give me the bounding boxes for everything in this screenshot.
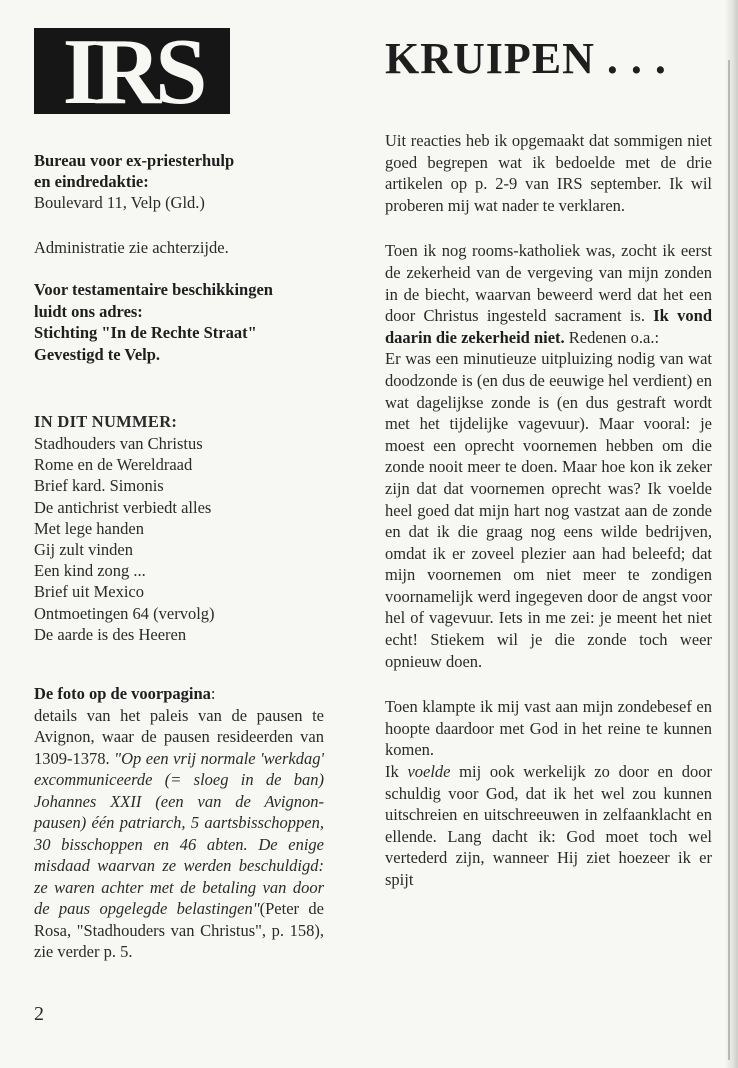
bureau-address: Boulevard 11, Velp (Gld.) xyxy=(34,193,205,212)
cover-photo-source: (Peter de Rosa, "Stadhouders van Christus", p. 158), zie verder p. 5. xyxy=(34,899,324,962)
cover-photo-intro: details van het paleis van de pausen te Avignon, waar de pausen resideerden van 1309-1378. xyxy=(34,705,324,768)
contents-item: Een kind zong ... xyxy=(34,561,146,581)
contents-block xyxy=(34,411,324,645)
cover-photo-colon: : xyxy=(210,684,216,704)
contents-item: Stadhouders van Christus xyxy=(34,434,203,453)
contents-item: Gij zult vinden xyxy=(34,540,133,560)
irs-logo xyxy=(34,28,230,114)
article-title: KRUIPEN . . . xyxy=(385,34,667,83)
bureau-block xyxy=(34,150,324,213)
page-number: 2 xyxy=(34,1003,44,1025)
article-column xyxy=(385,28,712,891)
article-paragraph-5-text: mij ook werkelijk zo door en door schuldig voor God, dat ik het wel zou kunnen uitschreien en uitschreeuwen in zelfaanklacht en ellende. Lang dacht ik: God moet toch wel vertederd zijn, wanneer Hij ziet hoezeer ik er spijt xyxy=(385,762,712,889)
irs-logo-text: IRS xyxy=(62,28,202,114)
article-paragraph-5-start: Ik xyxy=(385,762,408,782)
cover-photo-heading: De foto op de voorpagina xyxy=(34,684,211,704)
testament-line-4: Gevestigd te Velp. xyxy=(34,344,161,364)
contents-item: De antichrist verbiedt alles xyxy=(34,497,212,517)
testament-line-3: Stichting "In de Rechte Straat" xyxy=(34,323,257,342)
article-paragraph-2-emphasis: Ik vond daarin die zekerheid niet. xyxy=(385,306,713,347)
article-paragraph-3: Er was een minutieuze uitpluizing nodig van wat doodzonde is (en dus de eeuwige hel verdient) en wat dagelijkse zonde is (en dus gestraft wordt met het tijdelijke vagevuur). Maar vooral: je moest een oprecht voornemen hebben om die zonde nooit meer te doen. Maar hoe kon ik zeker zijn dat dat voornemen oprecht was? Ik voelde heel goed dat mijn hart nog vastzat aan de zonde en dat ik die graag nog eens wilde bedrijven, omdat ik er zoveel plezier aan had beleefd; dat mijn voornemen om niet meer te zondigen voornamelijk werd ingegeven door de angst voor hel of vagevuur. Iets in me zei: je meent het niet echt! Stiekem wil je die zonde toch weer opnieuw doen. xyxy=(385,349,712,671)
contents-item: De aarde is des Heeren xyxy=(34,624,187,644)
contents-item: Ontmoetingen 64 (vervolg) xyxy=(34,603,215,623)
page-edge-shadow xyxy=(724,0,738,1068)
article-paragraph-2 xyxy=(385,240,712,348)
article-paragraph-4: Toen klampte ik mij vast aan mijn zondebesef en hoopte daardoor met God in het reine te kunnen komen. xyxy=(385,697,712,760)
contents-item: Met lege handen xyxy=(34,518,144,538)
article-paragraph-1: Uit reacties heb ik opgemaakt dat sommigen niet goed begrepen wat ik bedoelde met de drie artikelen op p. 2-9 van IRS september. Ik wil proberen mij wat nader te verklaren. xyxy=(385,131,712,215)
cover-photo-text xyxy=(34,683,324,963)
contents-heading: IN DIT NUMMER: xyxy=(34,412,178,431)
bureau-line-1: Bureau voor ex-priesterhulp xyxy=(34,151,235,170)
article-paragraph-2-end: Redenen o.a.: xyxy=(564,327,660,347)
page-edge-line xyxy=(728,60,730,1060)
left-column xyxy=(34,28,324,963)
admin-note: Administratie zie achterzijde. xyxy=(34,238,229,257)
contents-item: Brief uit Mexico xyxy=(34,582,144,602)
cover-photo-quote: "Op een vrij normale 'werkdag' excommuniceerde (= sloeg in de ban) Johannes XXII (een van de Avignon-pausen) één patriarch, 5 aartsbisschoppen, 30 bisschoppen en 46 abten. De enige misdaad waarvan ze werden beschuldigd: ze waren achter met de betaling van door de paus opgelegde belastingen" xyxy=(34,748,324,919)
testament-line-2: luidt ons adres: xyxy=(34,301,143,321)
article-paragraph-5-emphasis: voelde xyxy=(407,762,451,782)
contents-item: Brief kard. Simonis xyxy=(34,476,164,496)
article-paragraph-5 xyxy=(385,761,712,891)
testament-line-1: Voor testamentaire beschikkingen xyxy=(34,280,273,299)
bureau-line-2: en eindredaktie: xyxy=(34,172,149,191)
cover-photo-note xyxy=(34,683,324,963)
article-paragraph-2-text: Toen ik nog rooms-katholiek was, zocht ik eerst de zekerheid van de vergeving van mijn zonden in de biecht, waarvan beweerd werd dat het een door Christus ingesteld sacrament is. xyxy=(385,241,712,326)
contents-item: Rome en de Wereldraad xyxy=(34,455,193,475)
testament-block xyxy=(34,279,324,365)
